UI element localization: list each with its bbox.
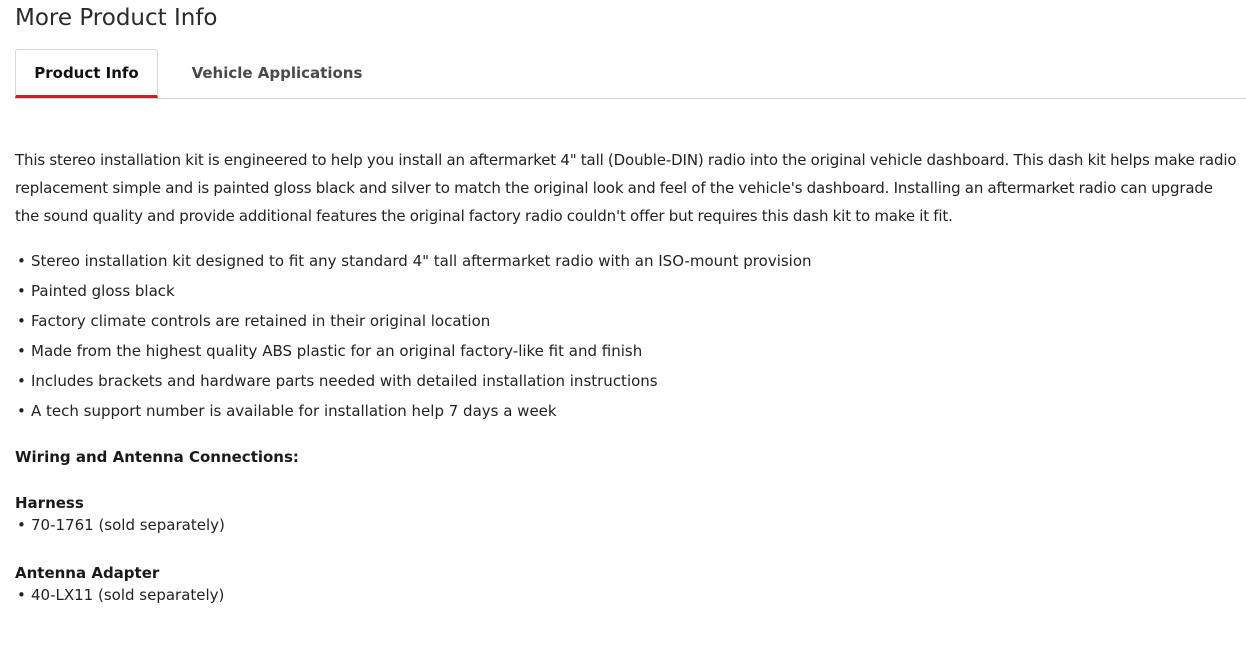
feature-item xyxy=(15,336,1240,366)
feature-text: Made from the highest quality ABS plastic for an original factory-like fit and finish xyxy=(31,342,643,360)
product-description: This stereo installation kit is engineered to help you install an aftermarket 4" tall (Double-DIN) radio into the original vehicle dashboard. This dash kit helps make radio replacement simple and is painted gloss black and silver to match the original look and feel of the vehicle's dashboard. Installing an aftermarket radio can upgrade the sound quality and provide additional features the original factory radio couldn't offer but requires this dash kit to make it fit. xyxy=(15,151,1237,225)
bullet-icon: • xyxy=(17,312,26,330)
antenna-part: 40-LX11 (sold separately) xyxy=(31,586,225,604)
feature-list xyxy=(15,246,1240,426)
bullet-icon: • xyxy=(17,252,26,270)
bullet-icon: • xyxy=(17,342,26,360)
feature-text: A tech support number is available for installation help 7 days a week xyxy=(31,402,557,420)
antenna-item xyxy=(15,584,1240,606)
feature-item xyxy=(15,246,1240,276)
feature-text: Painted gloss black xyxy=(31,282,175,300)
tab-vehicle-applications[interactable]: Vehicle Applications xyxy=(191,64,363,82)
bullet-icon: • xyxy=(17,516,26,534)
bullet-icon: • xyxy=(17,402,26,420)
bullet-icon: • xyxy=(17,282,26,300)
antenna-title: Antenna Adapter xyxy=(15,564,160,582)
feature-text: Includes brackets and hardware parts needed with detailed installation instructions xyxy=(31,372,658,390)
feature-item xyxy=(15,306,1240,336)
feature-item xyxy=(15,366,1240,396)
tab-bar xyxy=(15,49,1246,99)
tab-product-info[interactable]: Product Info xyxy=(15,49,158,98)
antenna-group xyxy=(15,562,1240,606)
feature-text: Factory climate controls are retained in their original location xyxy=(31,312,491,330)
harness-part: 70-1761 (sold separately) xyxy=(31,516,225,534)
harness-title: Harness xyxy=(15,494,84,512)
harness-group xyxy=(15,492,1240,536)
bullet-icon: • xyxy=(17,586,26,604)
section-title: More Product Info xyxy=(15,5,218,31)
feature-text: Stereo installation kit designed to fit any standard 4" tall aftermarket radio with an ISO-mount provision xyxy=(31,252,812,270)
harness-item xyxy=(15,514,1240,536)
feature-item xyxy=(15,276,1240,306)
bullet-icon: • xyxy=(17,372,26,390)
feature-item xyxy=(15,396,1240,426)
tab-panel-product-info xyxy=(15,146,1240,606)
wiring-heading: Wiring and Antenna Connections: xyxy=(15,448,299,466)
